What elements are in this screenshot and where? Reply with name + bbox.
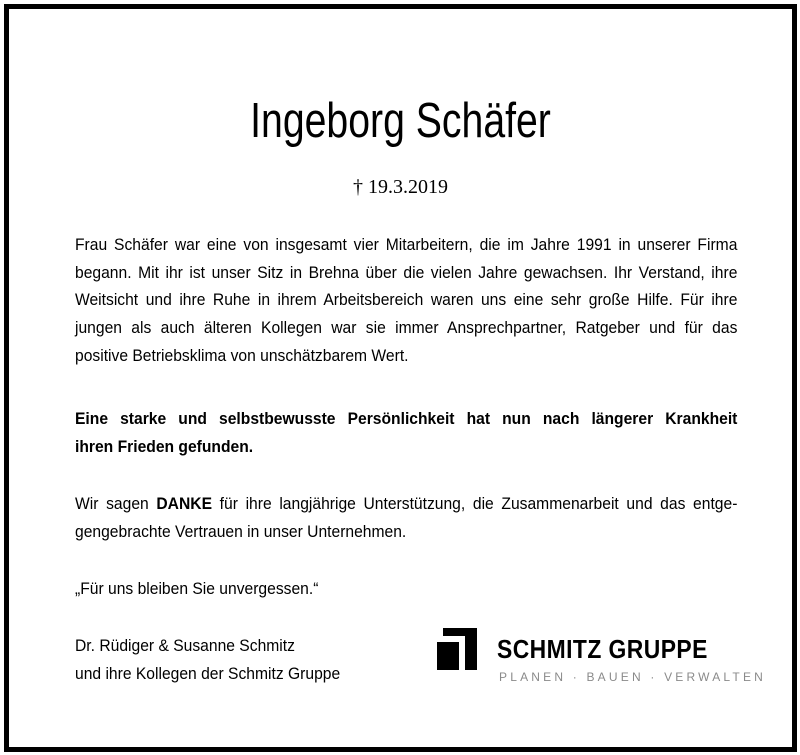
- text-line: jungen als auch älteren Kollegen war sie immer Ansprechpartner, Ratgeber und für das: [75, 318, 738, 338]
- text-line: Weitsicht und ihre Ruhe in ihrem Arbeitsbereich waren uns eine sehr große Hilfe. Für ihre: [75, 290, 738, 310]
- thanks-emphasis: DANKE: [156, 494, 213, 513]
- notice-content: [9, 9, 792, 747]
- signature-line: und ihre Kollegen der Schmitz Gruppe: [75, 663, 341, 683]
- text-line: [75, 490, 737, 518]
- company-logo: [437, 628, 767, 690]
- thanks-text: für ihre langjährige Unterstützung, die Zusammenarbeit und das entge-: [212, 494, 738, 513]
- tribute-paragraph: [75, 231, 737, 370]
- text-line: ihren Frieden gefunden.: [75, 436, 254, 456]
- quote: [75, 575, 737, 603]
- deceased-name: Ingeborg Schäfer: [250, 94, 551, 148]
- text-line: positive Betriebsklima von unschätzbarem Wert.: [75, 345, 409, 365]
- text-line: gengebrachte Vertrauen in unser Unternehmen.: [75, 521, 407, 541]
- text-line: Eine starke und selbstbewusste Persönlichkeit hat nun nach längerer Krankheit: [75, 409, 738, 428]
- notice-frame: [4, 4, 797, 752]
- text-line: Frau Schäfer war eine von insgesamt vier Mitarbeitern, die im Jahre 1991 in unserer Firma: [75, 235, 738, 254]
- thanks-paragraph: [75, 490, 737, 545]
- schmitz-logo-mark-icon: [437, 628, 477, 670]
- death-date: † 19.3.2019: [353, 176, 448, 198]
- text-line: begann. Mit ihr ist unser Sitz in Brehna über die vielen Jahre gewachsen. Ihr Verstand, ihre: [75, 262, 738, 282]
- logo-name: SCHMITZ GRUPPE: [497, 634, 708, 664]
- quote-text: „Für uns bleiben Sie unvergessen.“: [75, 579, 319, 598]
- signature-line: Dr. Rüdiger & Susanne Schmitz: [75, 636, 295, 655]
- personality-paragraph: [75, 405, 737, 460]
- logo-tagline: PLANEN · BAUEN · VERWALTEN: [499, 670, 767, 684]
- thanks-text: Wir sagen: [75, 494, 157, 513]
